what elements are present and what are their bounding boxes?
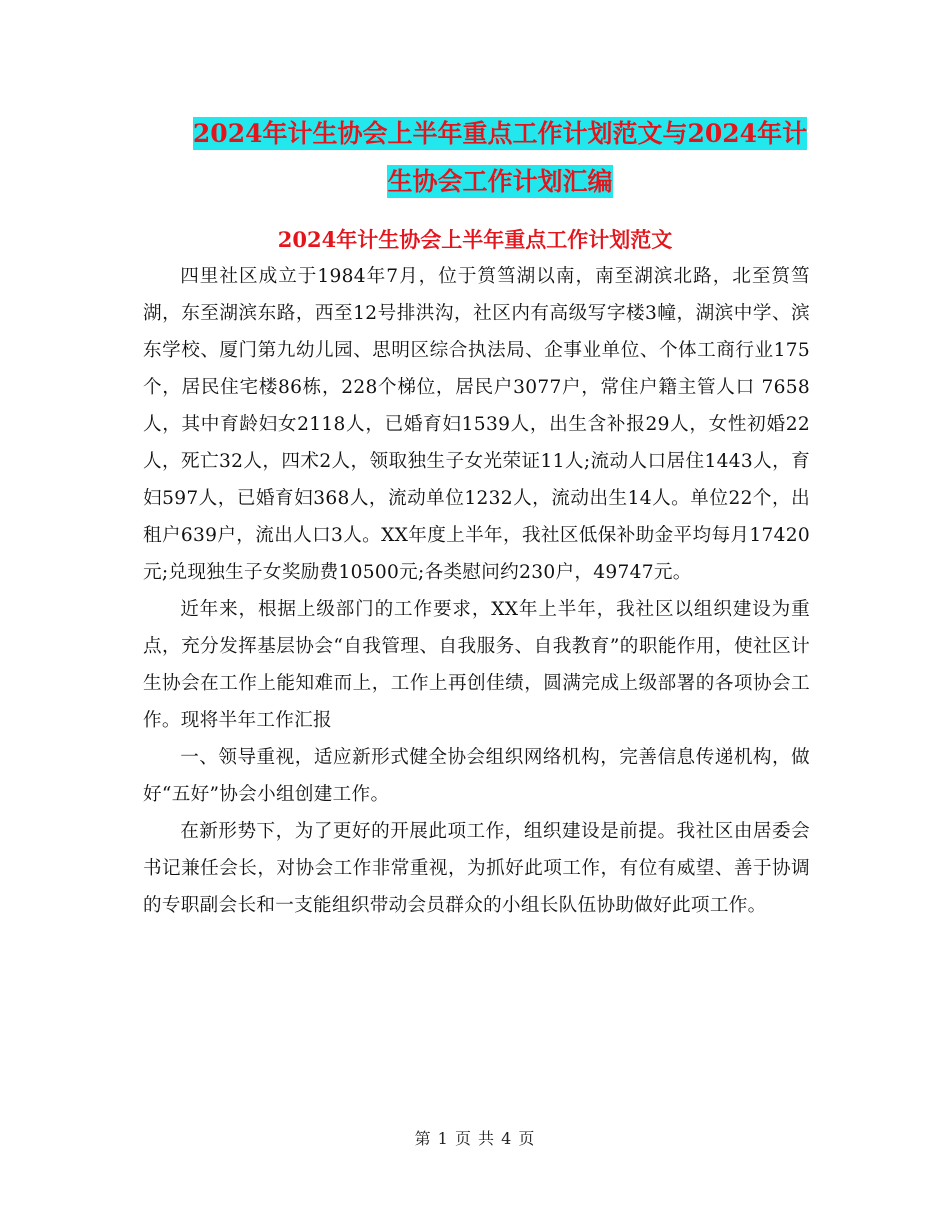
document-title-line-2: 生协会工作计划汇编 — [387, 167, 613, 196]
document-title — [120, 110, 880, 206]
paragraph-work-summary: 近年来，根据上级部门的工作要求，XX年上半年，我社区以组织建设为重点，充分发挥基层协会“自我管理、自我服务、自我教育”的职能作用，使社区计生协会在工作上能知难而上，工作上再创佳绩，圆满完成上级部署的各项协会工作。现将半年工作汇报 — [143, 599, 810, 731]
paragraph-community-overview: 四里社区成立于1984年7月，位于筼筜湖以南，南至湖滨北路，北至筼筜湖，东至湖滨东路，西至12号排洪沟，社区内有高级写字楼3幢，湖滨中学、滨东学校、厦门第九幼儿园、思明区综合执法局、企事业单位、个体工商行业175个，居民住宅楼86栋，228个梯位，居民户3077户，常住户籍主管人口 7658人，其中育龄妇女2118人，已婚育妇1539人，出生含补报29人，女性初婚22人，死亡32人，四术2人，领取独生子女光荣证11人;流动人口居住1443人，育妇597人，已婚育妇368人，流动单位1232人，流动出生14人。单位22个，出租户639户，流出人口3人。XX年度上半年，我社区低保补助金平均每月17420元;兑现独生子女奖励费10500元;各类慰问约230户，49747元。 — [143, 266, 810, 583]
page-footer: 第 1 页 共 4 页 — [414, 1129, 536, 1148]
section-title: 2024年计生协会上半年重点工作计划范文 — [277, 227, 673, 252]
body-text — [143, 258, 810, 924]
paragraph-heading-leadership: 一、领导重视，适应新形式健全协会组织网络机构，完善信息传递机构，做好“五好”协会小组创建工作。 — [143, 747, 810, 805]
document-title-line-1: 2024年计生协会上半年重点工作计划范文与2024年计 — [192, 119, 808, 148]
paragraph-organization: 在新形势下，为了更好的开展此项工作，组织建设是前提。我社区由居委会书记兼任会长，对协会工作非常重视，为抓好此项工作，有位有威望、善于协调的专职副会长和一支能组织带动会员群众的小组长队伍协助做好此项工作。 — [143, 821, 810, 916]
